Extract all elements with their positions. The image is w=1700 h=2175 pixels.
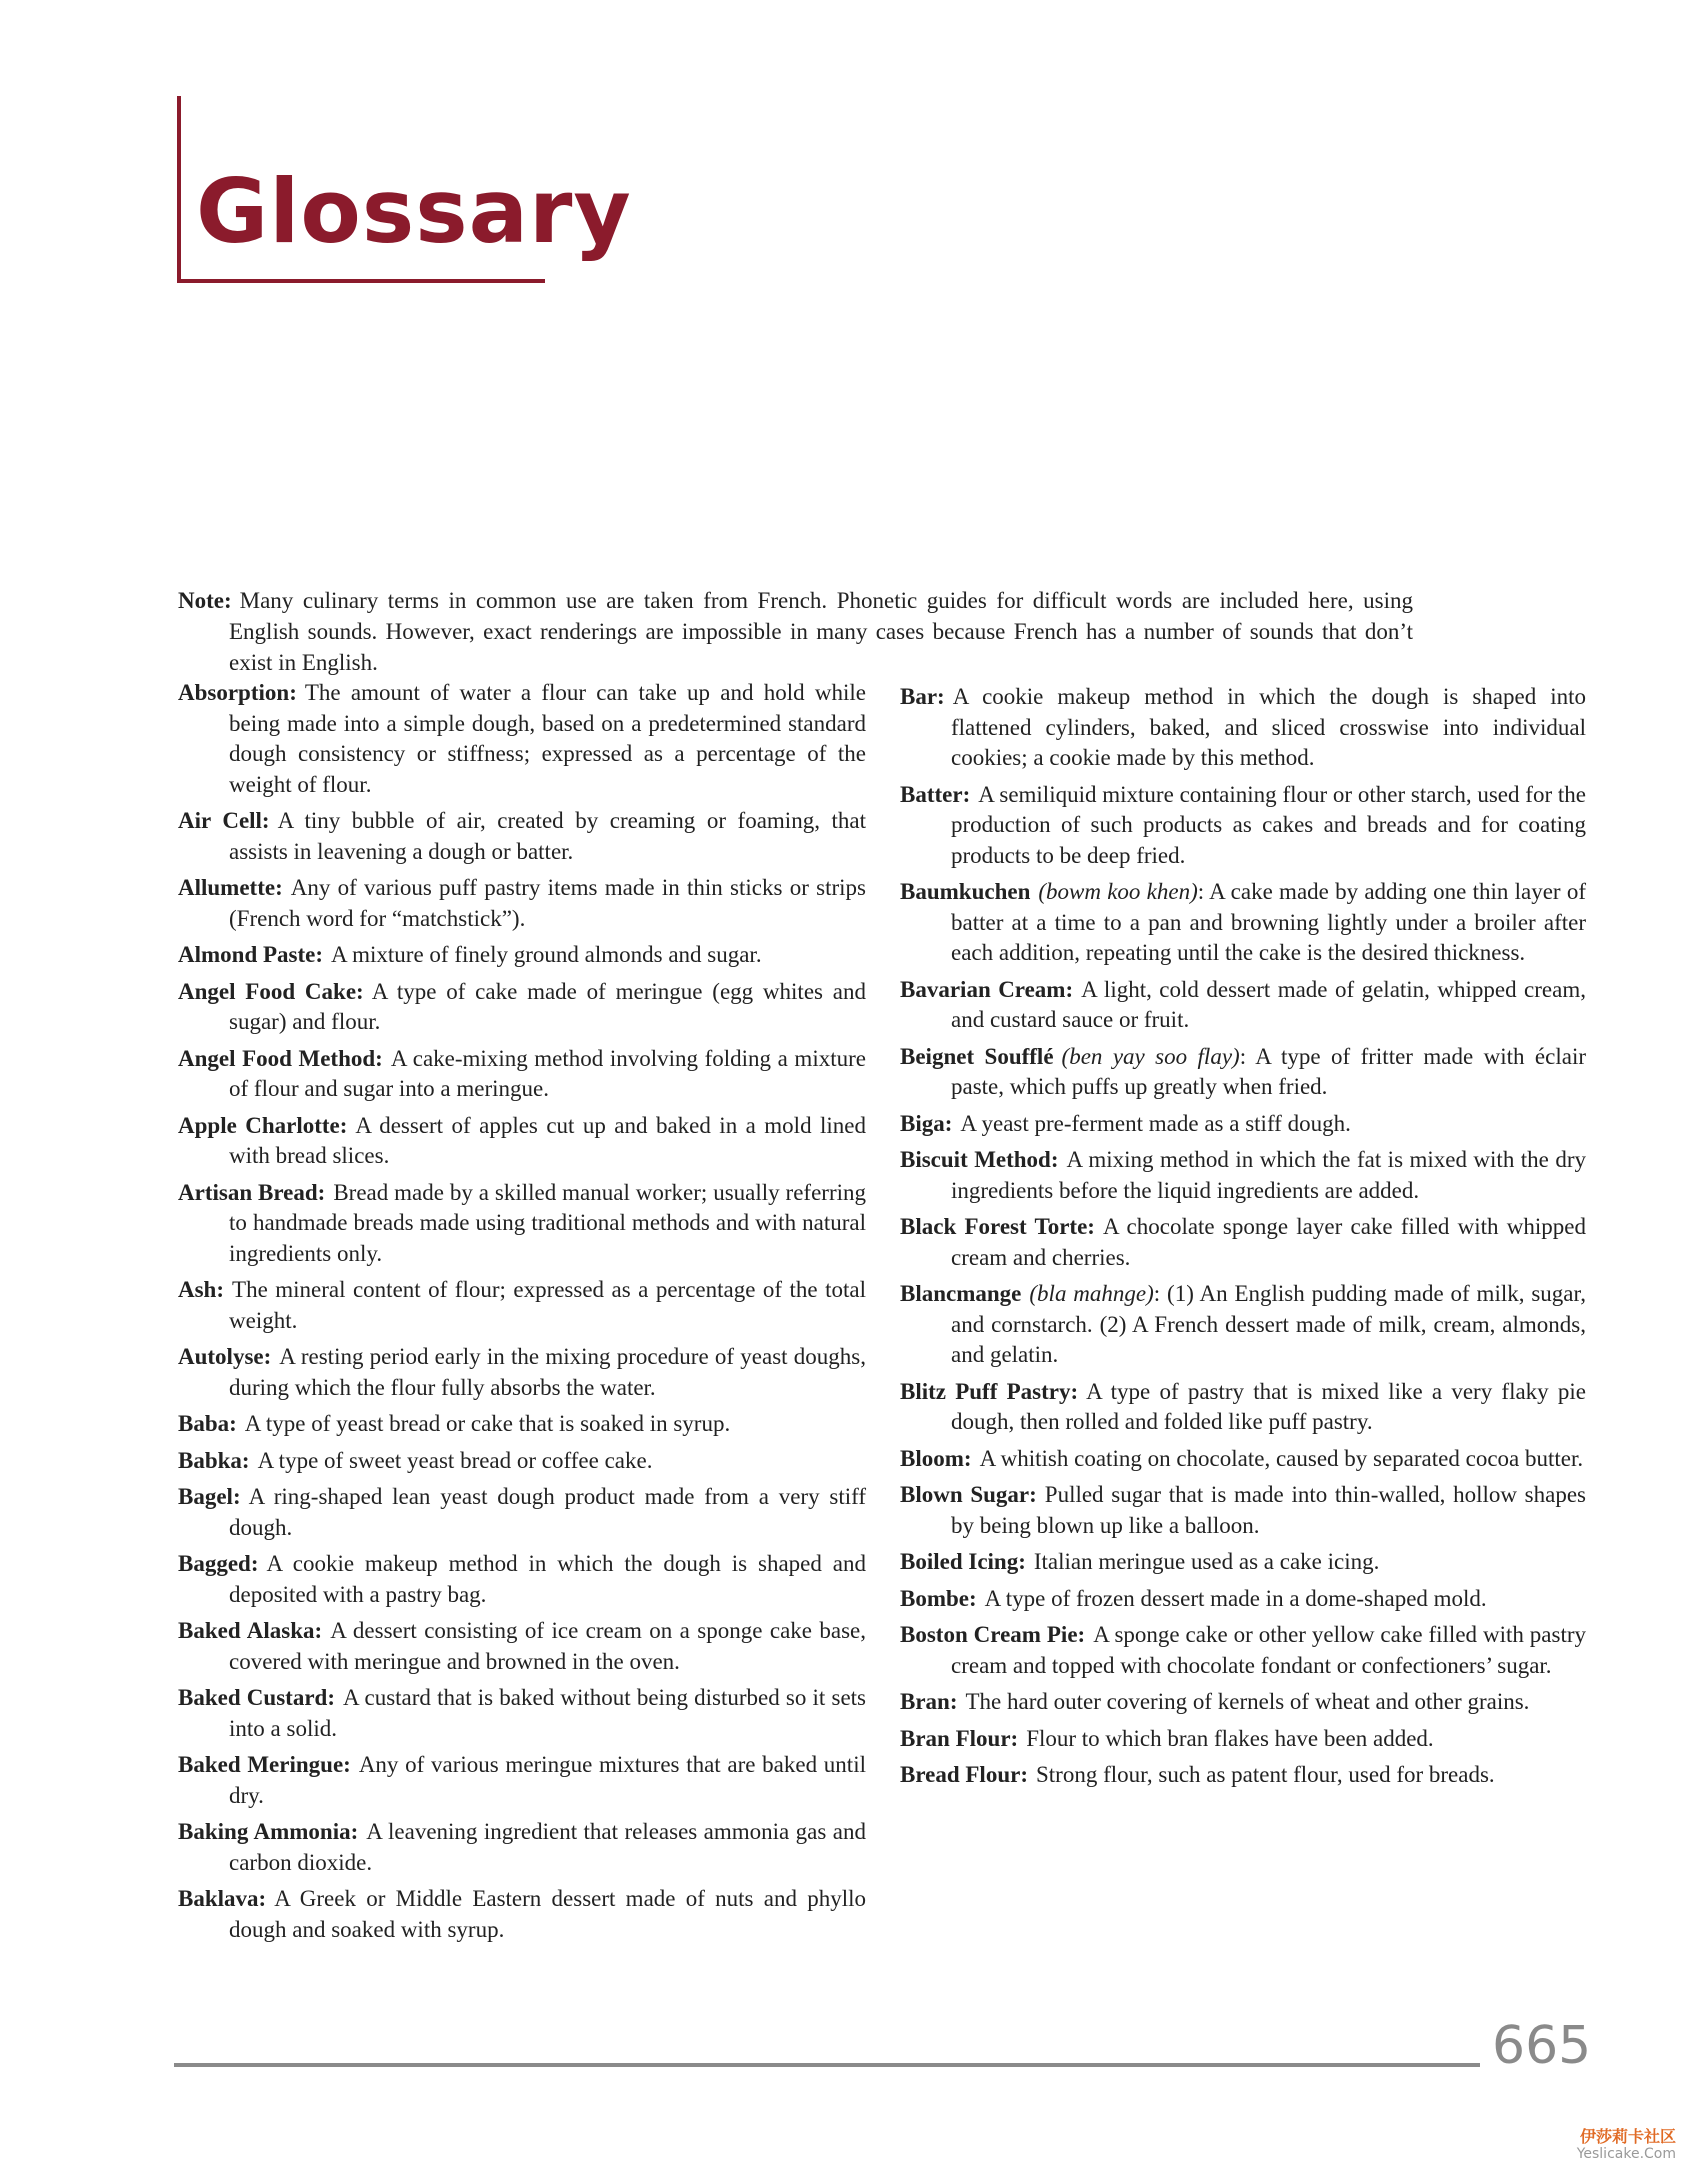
title-rule-horizontal [177, 279, 545, 283]
glossary-entry [900, 877, 1586, 969]
glossary-entry [900, 1724, 1586, 1755]
glossary-term: Ash: [178, 1277, 225, 1302]
glossary-definition: A semiliquid mixture containing flour or other starch, used for the production of such products as cakes and breads and for coating products to be deep fried. [951, 781, 1586, 868]
glossary-definition: Any of various meringue mixtures that are baked until dry. [229, 1752, 866, 1808]
glossary-entry [178, 1409, 866, 1440]
glossary-entry [900, 1584, 1586, 1615]
glossary-term: Baba: [178, 1411, 237, 1436]
glossary-entry [178, 1044, 866, 1105]
glossary-definition: : (1) An English pudding made of milk, sugar, and cornstarch. (2) A French dessert made of milk, cream, almonds, and gelatin. [951, 1281, 1586, 1367]
glossary-entry [178, 1275, 866, 1336]
glossary-definition: A Greek or Middle Eastern dessert made of nuts and phyllo dough and soaked with syrup. [229, 1886, 866, 1942]
glossary-term: Boston Cream Pie: [900, 1622, 1086, 1647]
glossary-definition: Strong flour, such as patent flour, used for breads. [1035, 1762, 1495, 1787]
glossary-term: Baked Alaska: [178, 1618, 323, 1643]
watermark [1577, 2128, 1676, 2162]
glossary-definition: Any of various puff pastry items made in thin sticks or strips (French word for “matchstick”). [229, 875, 866, 931]
glossary-definition: A tiny bubble of air, created by creaming or foaming, that assists in leavening a dough or batter. [229, 808, 866, 864]
glossary-definition: : A type of fritter made with éclair paste, which puffs up greatly when fried. [951, 1043, 1586, 1099]
glossary-entry [178, 940, 866, 971]
glossary-term: Bran Flour: [900, 1725, 1019, 1751]
glossary-entry [900, 1760, 1586, 1791]
glossary-term: Artisan Bread: [178, 1179, 326, 1205]
title-rule-vertical [177, 96, 181, 282]
glossary-entry [900, 1547, 1586, 1578]
glossary-definition: The amount of water a flour can take up and hold while being made into a simple dough, based on a predetermined standard dough consistency or stiffness; expressed as a percentage of the weight of flour. [229, 680, 866, 797]
glossary-definition: A custard that is baked without being disturbed so it sets into a solid. [229, 1685, 866, 1741]
note-text: Many culinary terms in common use are taken from French. Phonetic guides for difficult words are included here, using English sounds. However, exact renderings are impossible in many cases because French has a number of sounds that don’t exist in English. [229, 588, 1413, 675]
pronunciation-guide: (ben yay soo flay) [1061, 1043, 1240, 1069]
glossary-entry [178, 678, 866, 800]
glossary-term: Almond Paste: [178, 942, 324, 967]
glossary-definition: Pulled sugar that is made into thin-walled, hollow shapes by being blown up like a balloon. [951, 1482, 1586, 1538]
glossary-term: Batter: [900, 781, 971, 807]
glossary-term: Bombe: [900, 1585, 977, 1611]
glossary-definition: A cookie makeup method in which the dough is shaped and deposited with a pastry bag. [229, 1551, 866, 1607]
page-number: 665 [1492, 2016, 1592, 2076]
glossary-term: Boiled Icing: [900, 1549, 1026, 1574]
glossary-definition: A type of sweet yeast bread or coffee cake. [257, 1447, 653, 1473]
glossary-definition: The hard outer covering of kernels of wheat and other grains. [965, 1689, 1530, 1714]
note-paragraph [178, 585, 1413, 678]
glossary-entry [900, 780, 1586, 872]
glossary-entry [900, 1377, 1586, 1438]
glossary-entry [178, 1750, 866, 1811]
glossary-entry [178, 1683, 866, 1744]
glossary-entry [900, 975, 1586, 1036]
glossary-entry [900, 1687, 1586, 1718]
footer-rule [174, 2063, 1480, 2067]
glossary-definition: A mixture of finely ground almonds and sugar. [331, 942, 762, 967]
glossary-definition: A yeast pre-ferment made as a stiff dough. [960, 1110, 1351, 1136]
glossary-term: Black Forest Torte: [900, 1214, 1095, 1239]
glossary-term: Bagged: [178, 1551, 259, 1576]
glossary-entry [900, 1620, 1586, 1681]
glossary-definition: A dessert consisting of ice cream on a sponge cake base, covered with meringue and browned in the oven. [229, 1618, 867, 1674]
glossary-entry [178, 1342, 866, 1403]
glossary-entry [900, 682, 1586, 774]
glossary-entry [178, 977, 866, 1038]
glossary-term: Beignet Soufflé [900, 1043, 1054, 1069]
glossary-definition: A cookie makeup method in which the dough is shaped into flattened cylinders, baked, and sliced crosswise into individual cookies; a cookie made by this method. [951, 684, 1586, 770]
glossary-term: Bloom: [900, 1445, 972, 1471]
glossary-term: Baking Ammonia: [178, 1819, 359, 1844]
glossary-term: Biga: [900, 1110, 953, 1136]
glossary-entry [178, 1446, 866, 1477]
glossary-definition: A whitish coating on chocolate, caused by separated cocoa butter. [979, 1445, 1584, 1471]
glossary-entry [900, 1444, 1586, 1475]
glossary-definition: A type of pastry that is mixed like a very flaky pie dough, then rolled and folded like puff pastry. [951, 1378, 1586, 1434]
glossary-entry [178, 873, 866, 934]
glossary-entry [900, 1480, 1586, 1541]
glossary-definition: Italian meringue used as a cake icing. [1033, 1549, 1380, 1574]
glossary-entry [178, 806, 866, 867]
glossary-term: Bread Flour: [900, 1762, 1028, 1787]
glossary-term: Angel Food Cake: [178, 978, 364, 1004]
glossary-entry [178, 1817, 866, 1878]
pronunciation-guide: (bla mahnge) [1029, 1281, 1154, 1306]
page-title: Glossary [196, 160, 632, 263]
glossary-term: Bagel: [178, 1484, 241, 1509]
glossary-definition: A type of yeast bread or cake that is soaked in syrup. [244, 1411, 731, 1436]
glossary-definition: A ring-shaped lean yeast dough product made from a very stiff dough. [229, 1484, 866, 1540]
glossary-term: Baklava: [178, 1886, 267, 1911]
glossary-term: Angel Food Method: [178, 1045, 383, 1071]
glossary-definition: The mineral content of flour; expressed as a percentage of the total weight. [229, 1277, 866, 1333]
glossary-column-left [178, 678, 866, 1951]
glossary-definition: Bread made by a skilled manual worker; usually referring to handmade breads made using traditional methods and with natural ingredients only. [229, 1179, 867, 1266]
glossary-term: Bran: [900, 1689, 958, 1714]
glossary-entry [900, 1279, 1586, 1371]
glossary-definition: A sponge cake or other yellow cake filled with pastry cream and topped with chocolate fondant or confectioners’ sugar. [951, 1622, 1586, 1678]
glossary-entry [900, 1042, 1586, 1103]
glossary-definition: A dessert of apples cut up and baked in a mold lined with bread slices. [229, 1112, 866, 1168]
glossary-term: Blitz Puff Pastry: [900, 1378, 1079, 1404]
glossary-definition: A light, cold dessert made of gelatin, whipped cream, and custard sauce or fruit. [951, 976, 1586, 1032]
glossary-entry [178, 1111, 866, 1172]
glossary-term: Baked Meringue: [178, 1752, 351, 1777]
glossary-entry [900, 1109, 1586, 1140]
glossary-entry [900, 1212, 1586, 1273]
glossary-definition: A resting period early in the mixing procedure of yeast doughs, during which the flour fully absorbs the water. [229, 1344, 866, 1400]
glossary-term: Blancmange [900, 1281, 1022, 1306]
glossary-entry [900, 1145, 1586, 1206]
glossary-entry [178, 1884, 866, 1945]
glossary-term: Blown Sugar: [900, 1482, 1037, 1507]
glossary-term: Bar: [900, 684, 945, 709]
glossary-definition: A mixing method in which the fat is mixed with the dry ingredients before the liquid ingredients are added. [951, 1147, 1586, 1203]
glossary-entry [178, 1616, 866, 1677]
glossary-term: Autolyse: [178, 1344, 272, 1369]
glossary-definition: A chocolate sponge layer cake filled with whipped cream and cherries. [951, 1214, 1586, 1270]
glossary-term: Bavarian Cream: [900, 976, 1074, 1002]
glossary-column-right [900, 682, 1586, 1797]
glossary-entry [178, 1549, 866, 1610]
glossary-term: Absorption: [178, 680, 297, 705]
glossary-term: Air Cell: [178, 808, 270, 833]
glossary-term: Allumette: [178, 875, 283, 900]
watermark-text-en: Yeslicake.Com [1576, 2146, 1676, 2163]
glossary-term: Babka: [178, 1447, 250, 1473]
glossary-entry [178, 1482, 866, 1543]
glossary-definition: A leavening ingredient that releases ammonia gas and carbon dioxide. [229, 1819, 866, 1875]
glossary-definition: : A cake made by adding one thin layer of batter at a time to a pan and browning lightly under a broiler after each addition, repeating until the cake is the desired thickness. [951, 879, 1586, 965]
glossary-entry [178, 1178, 866, 1270]
glossary-term: Baked Custard: [178, 1685, 335, 1710]
glossary-definition: A type of cake made of meringue (egg whites and sugar) and flour. [229, 978, 866, 1034]
glossary-term: Apple Charlotte: [178, 1112, 348, 1138]
glossary-definition: Flour to which bran flakes have been added. [1026, 1725, 1434, 1751]
pronunciation-guide: (bowm koo khen) [1038, 879, 1198, 904]
glossary-term: Biscuit Method: [900, 1147, 1059, 1172]
glossary-definition: A type of frozen dessert made in a dome-shaped mold. [984, 1585, 1487, 1611]
glossary-definition: A cake-mixing method involving folding a mixture of flour and sugar into a meringue. [229, 1045, 866, 1101]
glossary-term: Baumkuchen [900, 879, 1031, 904]
watermark-text-cn: 伊莎莉卡社区 [1579, 2127, 1676, 2146]
note-label: Note: [178, 588, 232, 613]
